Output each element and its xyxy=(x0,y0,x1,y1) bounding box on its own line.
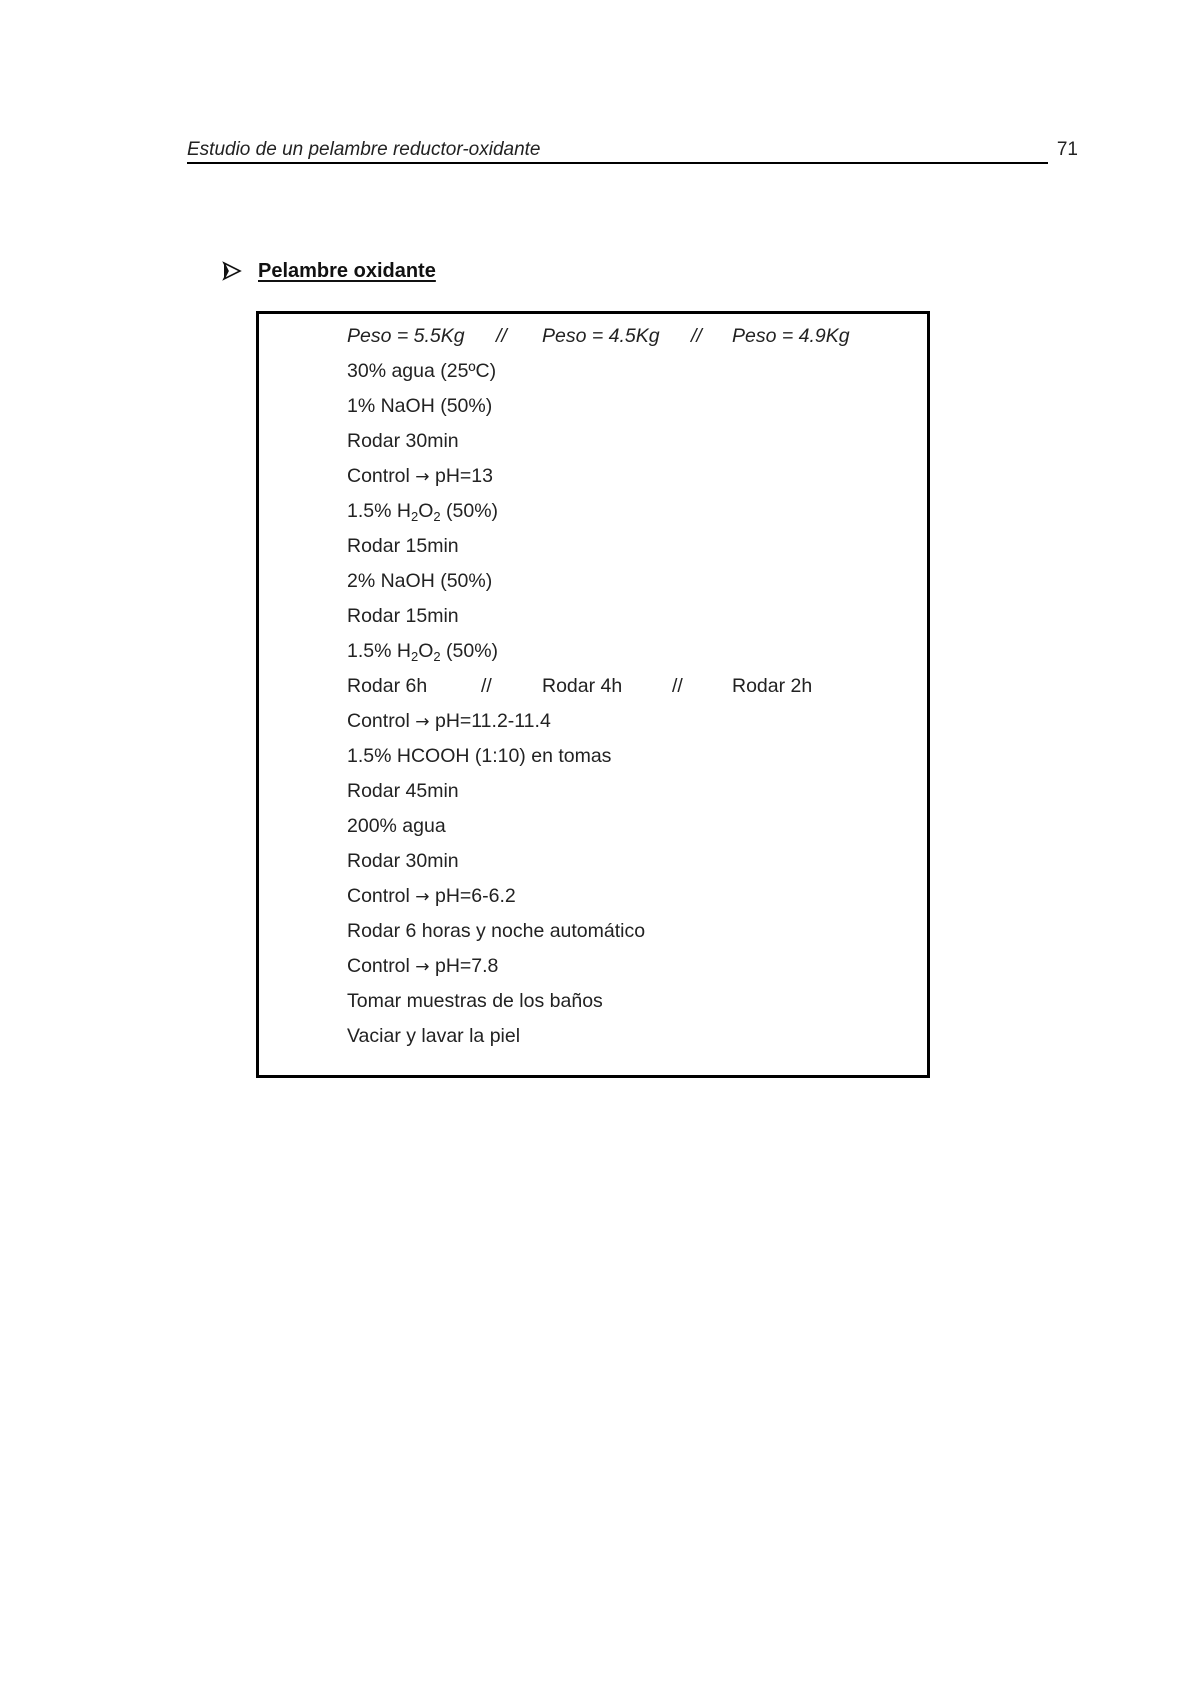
control-step xyxy=(347,879,645,914)
subscript: 2 xyxy=(410,649,419,664)
right-arrow-icon: → xyxy=(415,467,430,487)
recipe-step: Vaciar y lavar la piel xyxy=(347,1025,521,1047)
page-number: 71 xyxy=(1056,139,1078,160)
subscript: 2 xyxy=(410,509,419,524)
recipe-step: Rodar 6 horas y noche automático xyxy=(347,920,646,942)
recipe-step: 1% NaOH (50%) xyxy=(347,395,493,417)
recipe-step: Rodar 30min xyxy=(347,430,459,452)
recipe-step: Rodar 15min xyxy=(347,605,459,627)
formula-prefix: 1.5% H xyxy=(347,500,411,522)
separator: // xyxy=(496,325,507,347)
recipe-step: Rodar 15min xyxy=(347,535,459,557)
control-step xyxy=(347,704,645,739)
right-arrow-icon: → xyxy=(415,712,430,732)
control-step xyxy=(347,949,645,984)
times-row xyxy=(347,669,813,704)
recipe-step: 30% agua (25ºC) xyxy=(347,360,497,382)
subscript: 2 xyxy=(433,509,441,524)
recipe-list xyxy=(347,319,850,1054)
weight-2: Peso = 4.5Kg xyxy=(542,325,660,347)
time-3: Rodar 2h xyxy=(732,675,813,697)
section-title: Pelambre oxidante xyxy=(258,259,436,282)
formula-prefix: 1.5% H xyxy=(347,640,411,662)
control-step xyxy=(347,459,645,494)
recipe-step: 1.5% HCOOH (1:10) en tomas xyxy=(347,745,612,767)
control-label: Control xyxy=(347,710,410,732)
control-label: Control xyxy=(347,465,410,487)
separator: // xyxy=(481,675,492,697)
control-value: pH=6-6.2 xyxy=(434,885,516,907)
weights-row xyxy=(347,319,850,354)
control-value: pH=13 xyxy=(434,465,493,487)
formula-mid: O xyxy=(418,500,434,522)
time-2: Rodar 4h xyxy=(542,675,623,697)
page-header xyxy=(187,136,1078,164)
formula-mid: O xyxy=(418,640,434,662)
control-label: Control xyxy=(347,955,410,977)
time-1: Rodar 6h xyxy=(347,675,428,697)
recipe-step: 200% agua xyxy=(347,815,446,837)
weight-1: Peso = 5.5Kg xyxy=(347,325,465,347)
control-value: pH=7.8 xyxy=(434,955,499,977)
recipe-step xyxy=(347,494,645,529)
right-arrow-icon: → xyxy=(415,887,430,907)
arrow-bullet-icon xyxy=(222,261,242,281)
section-heading xyxy=(222,258,436,284)
subscript: 2 xyxy=(433,649,441,664)
control-label: Control xyxy=(347,885,410,907)
formula-suffix: (50%) xyxy=(440,640,499,662)
recipe-step xyxy=(347,634,645,669)
recipe-step: Rodar 45min xyxy=(347,780,459,802)
recipe-step: Rodar 30min xyxy=(347,850,459,872)
header-title: Estudio de un pelambre reductor-oxidante xyxy=(187,139,541,160)
recipe-step: 2% NaOH (50%) xyxy=(347,570,493,592)
right-arrow-icon: → xyxy=(415,957,430,977)
formula-suffix: (50%) xyxy=(440,500,499,522)
recipe-step: Tomar muestras de los baños xyxy=(347,990,603,1012)
separator: // xyxy=(672,675,683,697)
separator: // xyxy=(691,325,702,347)
recipe-box xyxy=(256,311,930,1078)
weight-3: Peso = 4.9Kg xyxy=(732,325,850,347)
control-value: pH=11.2-11.4 xyxy=(434,710,551,732)
